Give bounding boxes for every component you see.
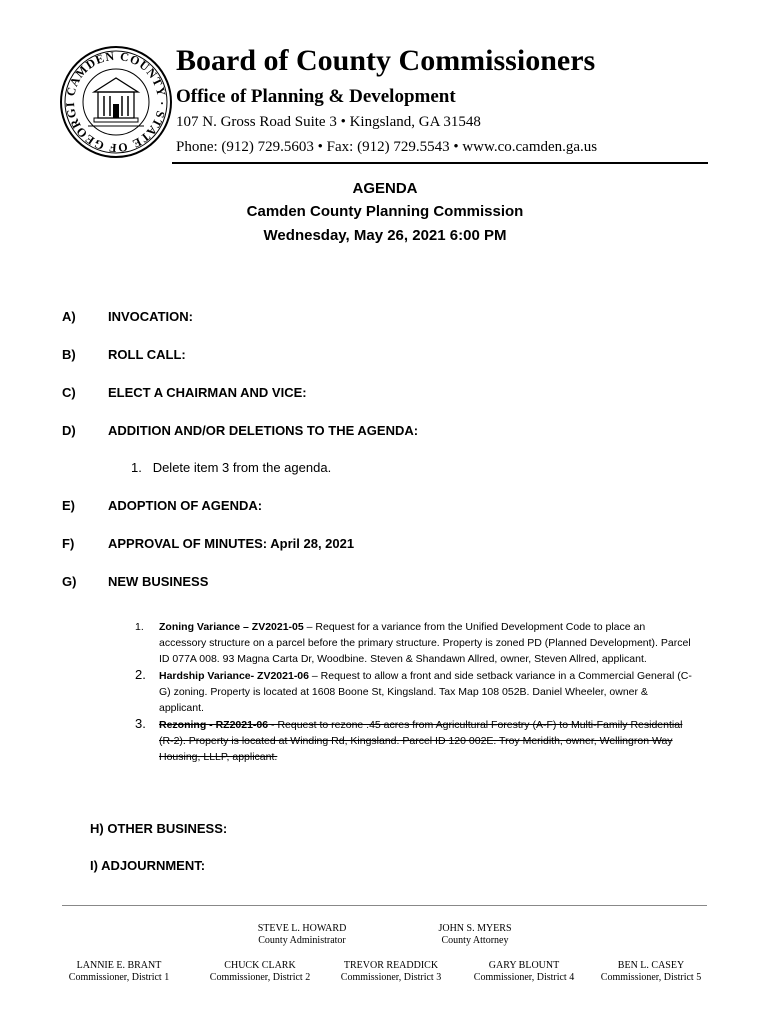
commissioner-name: GARY BLOUNT (488, 960, 560, 971)
item-description: - Request to rezone .45 acres from Agricultural Forestry (A-F) to Multi-Family Residential (R-2). Property is located at Winding Rd, Kingsland. Parcel ID 120 002E. Troy Meridith, owner, Wellingron Way Housing, LLLP, applicant. (159, 719, 683, 763)
deletion-item (131, 460, 331, 475)
commissioner-role: Commissioner, District 2 (209, 972, 311, 983)
new-business-item (135, 619, 695, 667)
section-minutes: APPROVAL OF MINUTES: April 28, 2021 (108, 536, 355, 551)
staff-name: JOHN S. MYERS (438, 923, 512, 934)
staff-attorney (405, 923, 545, 947)
item-description: – Request to allow a front and side setback variance in a Commercial General (C-G) zoning. Property is located at 1608 Boone St, Kingsland. Tax Map 108 052B. Daniel Wheeler, owner & applicant. (159, 670, 692, 714)
section-c-letter: C) (62, 385, 76, 400)
commissioner-district-3 (328, 960, 454, 984)
section-other-business: H) OTHER BUSINESS: (90, 821, 228, 836)
item-number: 1. (135, 621, 144, 633)
item-label: Zoning Variance – ZV2021-05 (159, 621, 304, 633)
section-elect-chairman: ELECT A CHAIRMAN AND VICE: (108, 385, 307, 400)
staff-role: County Administrator (258, 935, 346, 946)
commissioner-district-1 (56, 960, 182, 984)
footer-divider (62, 905, 707, 906)
section-d-letter: D) (62, 423, 76, 438)
meeting-date: Wednesday, May 26, 2021 6:00 PM (263, 227, 507, 244)
item-description: – Request for a variance from the Unified Development Code to place an accessory structure on a parcel before the primary structure. Property is zoned PD (Planned Development). Parcel ID 077A 008. 93 Magna Carta Dr, Woodbine. Steven & Shandawn Allred, owner, Steven Allred, applicant. (159, 621, 691, 665)
commissioner-name: LANNIE E. BRANT (76, 960, 162, 971)
commissioner-name: TREVOR READDICK (343, 960, 439, 971)
section-e-letter: E) (62, 498, 75, 513)
commissioner-name: BEN L. CASEY (617, 960, 685, 971)
item-label: Hardship Variance- ZV2021-06 (159, 670, 309, 682)
commissioner-role: Commissioner, District 3 (340, 972, 442, 983)
svg-text:CAMDEN COUNTY · STATE OF GEORG: CAMDEN COUNTY · STATE OF GEORGI (62, 48, 170, 156)
section-new-business: NEW BUSINESS (108, 574, 209, 589)
agenda-heading: AGENDA (352, 180, 418, 197)
section-adjournment: I) ADJOURNMENT: (90, 858, 206, 873)
staff-name: STEVE L. HOWARD (257, 923, 347, 934)
staff-role: County Attorney (441, 935, 509, 946)
deletion-item-text: Delete item 3 from the agenda. (152, 460, 332, 475)
office-address: 107 N. Gross Road Suite 3 • Kingsland, GA 31548 (176, 114, 481, 130)
new-business-item-struck (135, 717, 695, 765)
item-number: 3. (135, 716, 146, 731)
section-additions-deletions: ADDITION AND/OR DELETIONS TO THE AGENDA: (108, 423, 419, 438)
commissioner-role: Commissioner, District 1 (68, 972, 170, 983)
section-g-letter: G) (62, 574, 77, 589)
new-business-item (135, 668, 695, 716)
commissioner-district-5 (588, 960, 714, 984)
item-number: 2. (135, 667, 146, 682)
section-invocation: INVOCATION: (108, 309, 193, 324)
staff-administrator (232, 923, 372, 947)
section-f-letter: F) (62, 536, 75, 551)
commissioner-district-2 (197, 960, 323, 984)
letterhead-divider (172, 162, 708, 164)
commissioner-role: Commissioner, District 4 (473, 972, 575, 983)
new-business-list (135, 619, 695, 766)
deletion-item-number: 1. (131, 460, 142, 475)
office-name: Office of Planning & Development (176, 86, 456, 107)
section-a-letter: A) (62, 309, 76, 324)
commissioner-name: CHUCK CLARK (224, 960, 296, 971)
county-seal (58, 44, 174, 160)
commissioner-role: Commissioner, District 5 (600, 972, 702, 983)
commission-name: Camden County Planning Commission (246, 203, 524, 220)
item-label: Rezoning - RZ2021-06 (159, 719, 269, 731)
commissioner-district-4 (461, 960, 587, 984)
section-b-letter: B) (62, 347, 76, 362)
section-adoption: ADOPTION OF AGENDA: (108, 498, 263, 513)
section-roll-call: ROLL CALL: (108, 347, 186, 362)
office-contact: Phone: (912) 729.5603 • Fax: (912) 729.5543 • www.co.camden.ga.us (176, 139, 598, 155)
board-title: Board of County Commissioners (176, 44, 596, 77)
